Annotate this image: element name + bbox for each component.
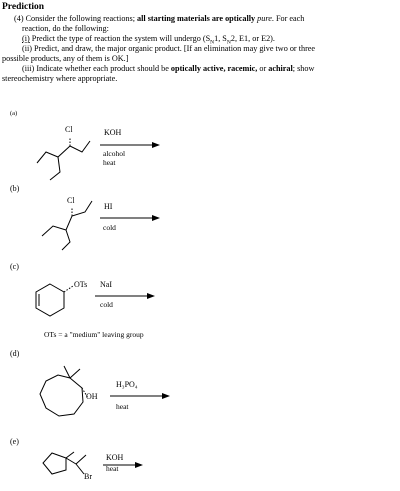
reaction-d-label: (d)	[10, 349, 20, 358]
reaction-e-label: (e)	[10, 437, 19, 446]
instruction-text: or	[257, 64, 269, 73]
page-heading: Prediction	[2, 2, 45, 12]
subscript: N	[210, 39, 215, 46]
reaction-a-atom-label: Cl	[65, 125, 73, 134]
instruction-text: (4) Consider the following reactions;	[14, 14, 138, 23]
instruction-italic: pure	[257, 14, 272, 23]
subscript: N	[226, 39, 231, 46]
instruction-numeral: (i)	[22, 34, 30, 43]
instruction-line-2: reaction, do the following:	[22, 24, 109, 33]
instruction-text: . For each	[271, 14, 305, 23]
reaction-b-label: (b)	[10, 184, 20, 193]
reaction-c-note: OTs = a "medium" leaving group	[44, 330, 144, 339]
reaction-a-label: (a)	[10, 110, 18, 117]
reaction-c-atom-label: OTs	[74, 280, 88, 289]
instruction-bold: optically active, racemic,	[170, 64, 258, 73]
instruction-text: 1, S	[214, 34, 227, 43]
instruction-text: Predict the type of reaction the system will undergo (S	[29, 34, 211, 43]
reaction-c-label: (c)	[10, 262, 19, 271]
reaction-d-atom-label: OH	[86, 392, 98, 401]
reaction-b-atom-label: Cl	[67, 196, 75, 205]
instruction-text: 2, E1, or E2).	[230, 34, 275, 43]
reaction-d-condition-1: heat	[116, 402, 129, 411]
reaction-a-reagent: KOH	[104, 128, 122, 137]
reaction-c-reagent: NaI	[100, 280, 112, 289]
reaction-d-reagent: H₃PO₄	[116, 380, 138, 389]
instruction-line-7: stereochemistry where appropriate.	[2, 74, 118, 83]
reaction-b-condition-1: cold	[103, 223, 116, 232]
instruction-bold: all starting materials are optically	[137, 14, 256, 23]
instruction-bold: achiral	[268, 64, 293, 73]
reaction-a-condition-1: alcohol	[103, 149, 126, 158]
reaction-e-condition-1: heat	[106, 464, 119, 473]
reaction-e-atom-label: Br	[84, 472, 92, 481]
reaction-c-condition-1: cold	[100, 300, 113, 309]
instruction-line-5: possible products, any of them is OK.]	[2, 54, 129, 63]
instruction-text: ; show	[292, 64, 315, 73]
reaction-a-condition-2: heat	[103, 158, 116, 167]
reaction-e-reagent: KOH	[106, 453, 124, 462]
reaction-b-reagent: HI	[104, 202, 113, 211]
instruction-text: (iii) Indicate whether each product should be	[22, 64, 171, 73]
instruction-line-4: (ii) Predict, and draw, the major organic product. [If an elimination may give two or three	[22, 44, 316, 53]
